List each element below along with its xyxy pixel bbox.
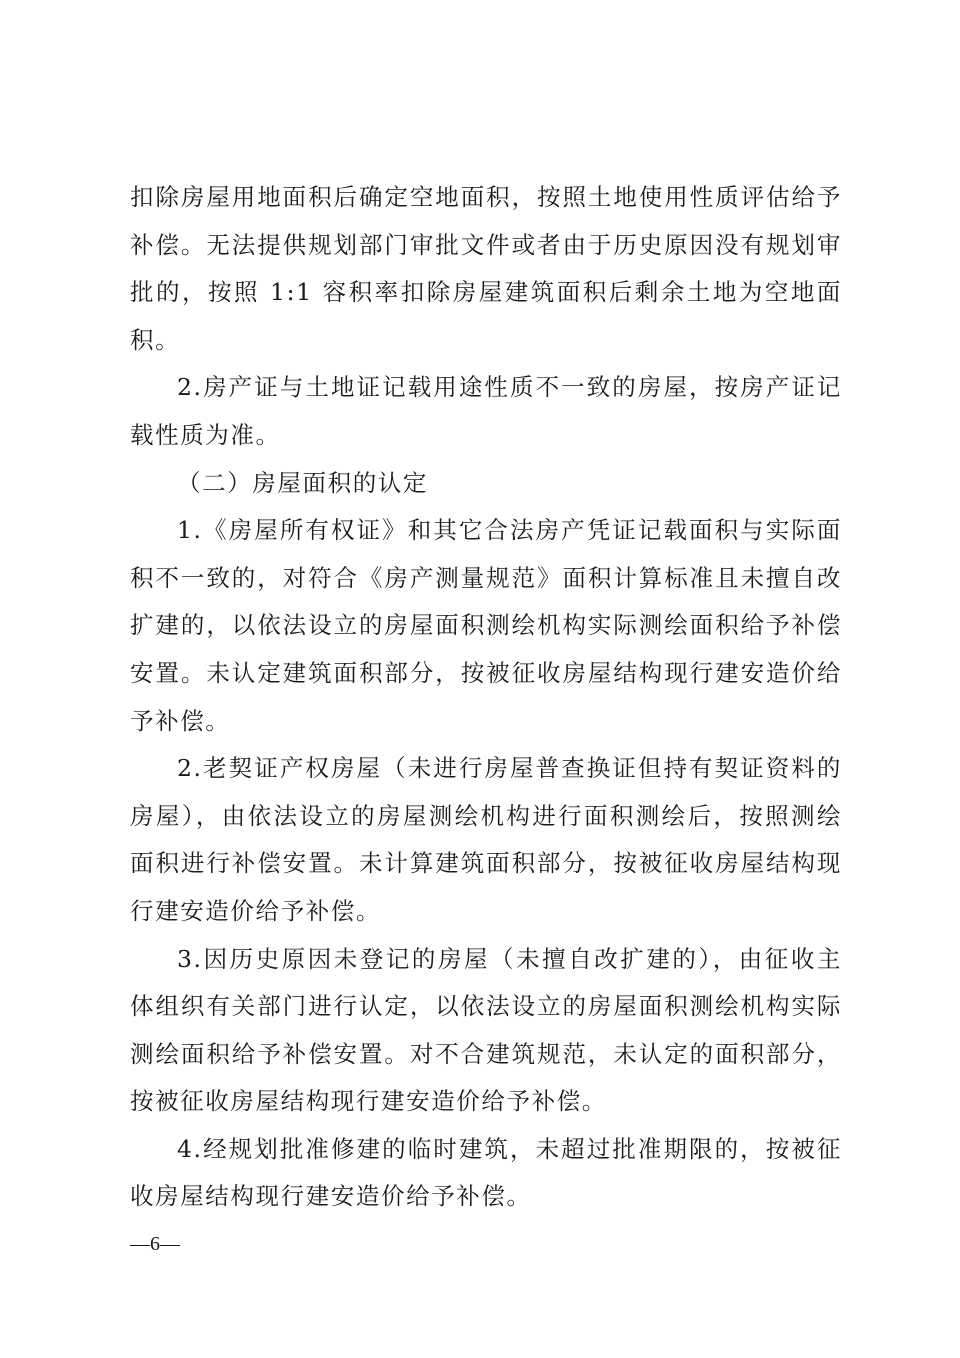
- paragraph-land-area-continuation: 扣除房屋用地面积后确定空地面积，按照土地使用性质评估给予补偿。无法提供规划部门审批文件或者由于历史原因没有规划审批的，按照 1:1 容积率扣除房屋建筑面积后剩余土地为空地面积。: [130, 183, 842, 354]
- paragraph-item-2-old-deed-houses: 2.老契证产权房屋（未进行房屋普查换证但持有契证资料的房屋），由依法设立的房屋测绘机构进行面积测绘后，按照测绘面积进行补偿安置。未计算建筑面积部分，按被征收房屋结构现行建安造价给予补偿。: [130, 754, 842, 925]
- paragraph-item-3-unregistered-houses: 3.因历史原因未登记的房屋（未擅自改扩建的），由征收主体组织有关部门进行认定，以依法设立的房屋面积测绘机构实际测绘面积给予补偿安置。对不合建筑规范，未认定的面积部分，按被征收房屋结构现行建安造价给予补偿。: [130, 944, 842, 1116]
- document-body: [130, 174, 842, 1221]
- paragraph-item-1-certificate-area: 1.《房屋所有权证》和其它合法房产凭证记载面积与实际面积不一致的，对符合《房产测量规范》面积计算标准且未擅自改扩建的，以依法设立的房屋面积测绘机构实际测绘面积给予补偿安置。未认定建筑面积部分，按被征收房屋结构现行建安造价给予补偿。: [130, 516, 842, 735]
- page-number: —6—: [130, 1233, 180, 1255]
- paragraph-item-4-temporary-buildings: 4.经规划批准修建的临时建筑，未超过批准期限的，按被征收房屋结构现行建安造价给予补偿。: [130, 1134, 842, 1211]
- section-heading-house-area: （二）房屋面积的认定: [177, 468, 428, 497]
- paragraph-item-2-property-use: 2.房产证与土地证记载用途性质不一致的房屋，按房产证记载性质为准。: [130, 373, 842, 449]
